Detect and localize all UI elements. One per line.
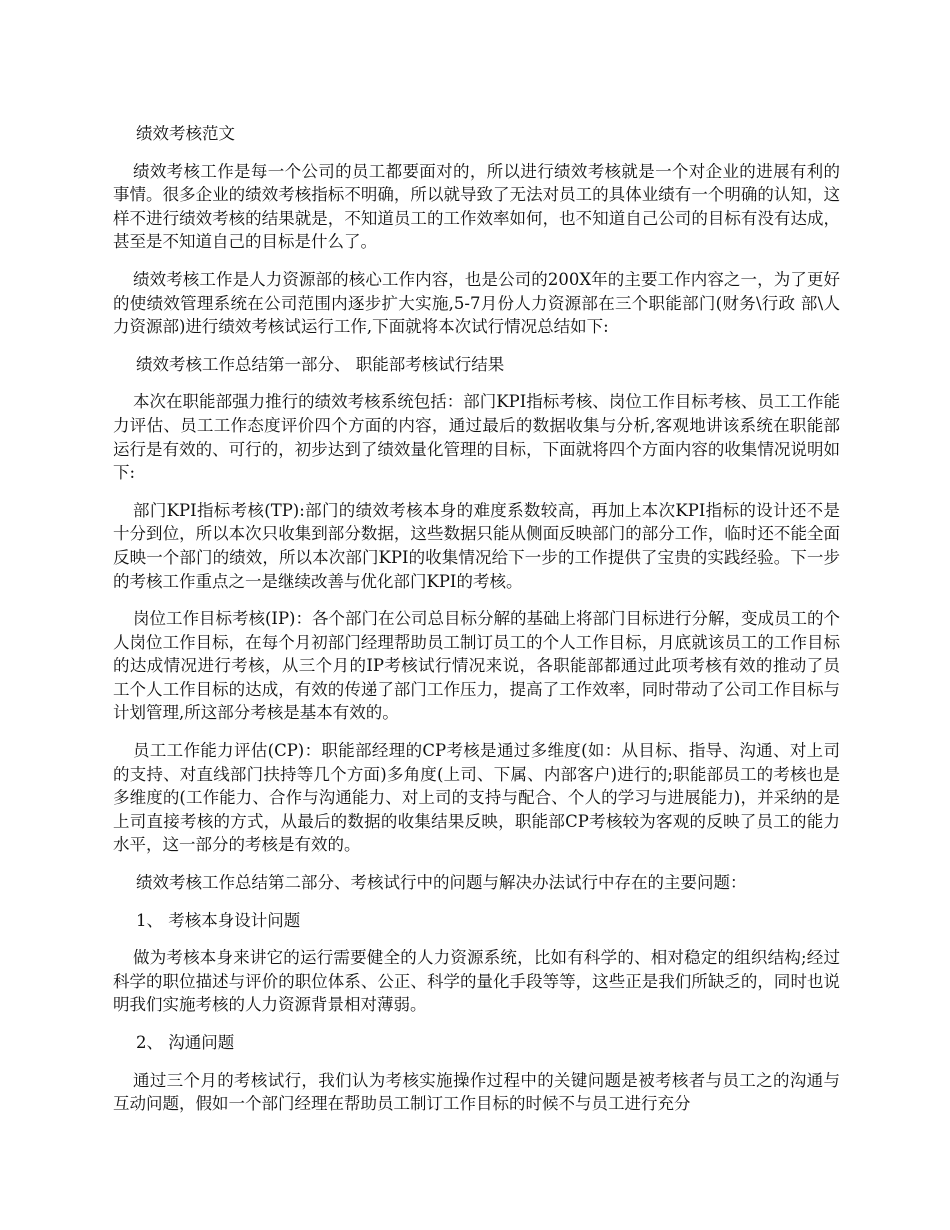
section-heading-part-one: 绩效考核工作总结第一部分、 职能部考核试行结果	[136, 354, 505, 374]
paragraph-design-issue: 做为考核本身来讲它的运行需要健全的人力资源系统，比如有科学的、相对稳定的组织结构;经过科学的职位描述与评价的职位体系、公正、科学的量化手段等等，这些正是我们所缺乏的，同时也说明我们实施考核的人力资源背景相对薄弱。	[113, 948, 840, 1015]
subheading-design-issue: 1、 考核本身设计问题	[136, 910, 301, 930]
document-title: 绩效考核范文	[136, 124, 235, 143]
paragraph-communication-issue: 通过三个月的考核试行，我们认为考核实施操作过程中的关键问题是被考核者与员工之的沟通与互动问题，假如一个部门经理在帮助员工制订工作目标的时候不与员工进行充分	[113, 1070, 840, 1114]
paragraph-cp-assessment: 员工工作能力评估(CP)：职能部经理的CP考核是通过多维度(如：从目标、指导、沟通、对上司的支持、对直线部门扶持等几个方面)多角度(上司、下属、内部客户)进行的;职能部员工的考核也是多维度的(工作能力、合作与沟通能力、对上司的支持与配合、个人的学习与进展能力)，并采纳的是上司直接考核的方式，从最后的数据的收集结果反映，职能部CP考核较为客观的反映了员工的能力水平，这一部分的考核是有效的。	[113, 741, 840, 855]
paragraph-ip-assessment: 岗位工作目标考核(IP)：各个部门在公司总目标分解的基础上将部门目标进行分解，变成员工的个人岗位工作目标，在每个月初部门经理帮助员工制订员工的个人工作目标，月底就该员工的工作目标的达成情况进行考核，从三个月的IP考核试行情况来说，各职能部都通过此项考核有效的推动了员工个人工作目标的达成，有效的传递了部门工作压力，提高了工作效率，同时带动了公司工作目标与计划管理,所这部分考核是基本有效的。	[113, 609, 840, 723]
paragraph-kpi-assessment: 部门KPI指标考核(TP):部门的绩效考核本身的难度系数较高，再加上本次KPI指标的设计还不是十分到位，所以本次只收集到部分数据，这些数据只能从侧面反映部门的部分工作，临时还不能全面反映一个部门的绩效，所以本次部门KPI的收集情况给下一步的工作提供了宝贵的实践经验。下一步的考核工作重点之一是继续改善与优化部门KPI的考核。	[113, 500, 840, 591]
paragraph-intro: 绩效考核工作是每一个公司的员工都要面对的，所以进行绩效考核就是一个对企业的进展有利的事情。很多企业的绩效考核指标不明确，所以就导致了无法对员工的具体业绩有一个明确的认知，这样不进行绩效考核的结果就是，不知道员工的工作效率如何，也不知道自己公司的目标有没有达成，甚至是不知道自己的目标是什么了。	[113, 161, 840, 252]
paragraph-background: 绩效考核工作是人力资源部的核心工作内容，也是公司的200X年的主要工作内容之一，为了更好的使绩效管理系统在公司范围内逐步扩大实施,5-7月份人力资源部在三个职能部门(财务\行政 部\人力资源部)进行绩效考核试运行工作,下面就将本次试行情况总结如下:	[113, 269, 840, 337]
section-heading-part-two: 绩效考核工作总结第二部分、考核试行中的问题与解决办法试行中存在的主要问题：	[136, 873, 747, 893]
subheading-communication-issue: 2、 沟通问题	[136, 1033, 235, 1052]
paragraph-system-overview: 本次在职能部强力推行的绩效考核系统包括：部门KPI指标考核、岗位工作目标考核、员工工作能力评估、员工工作态度评价四个方面的内容，通过最后的数据收集与分析,客观地讲该系统在职能部运行是有效的、可行的，初步达到了绩效量化管理的目标，下面就将四个方面内容的收集情况说明如下:	[113, 392, 840, 483]
